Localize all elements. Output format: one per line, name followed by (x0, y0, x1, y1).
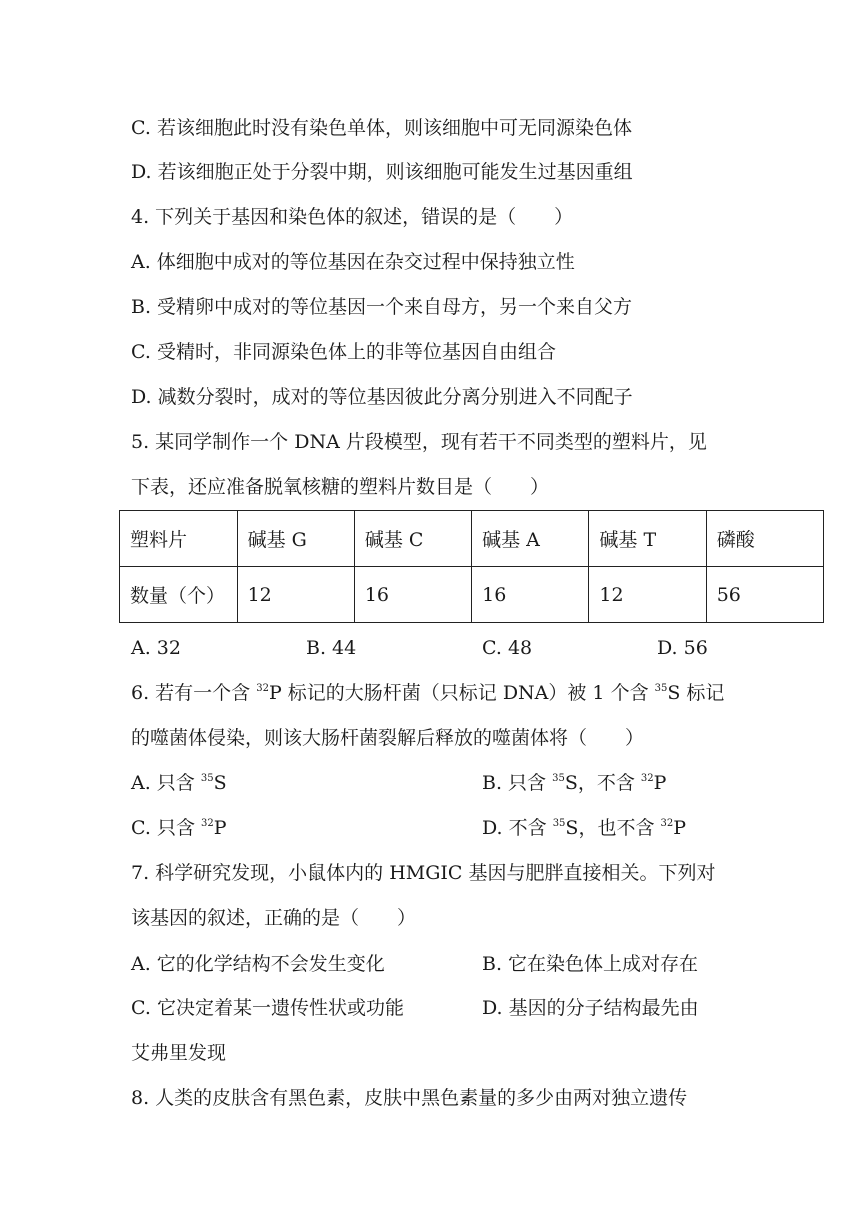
question-4-option-a: A. 体细胞中成对的等位基因在杂交过程中保持独立性 (131, 251, 575, 273)
question-7-option-d-continued: 艾弗里发现 (131, 1042, 227, 1064)
question-4-option-b: B. 受精卵中成对的等位基因一个来自母方，另一个来自父方 (131, 296, 633, 318)
table-header-cell: 碱基 C (354, 511, 471, 567)
table-cell: 16 (354, 567, 471, 623)
question-5-option-b: B. 44 (306, 637, 357, 659)
option-d-text: D. 若该细胞正处于分裂中期，则该细胞可能发生过基因重组 (131, 161, 633, 183)
table-cell: 数量（个） (120, 567, 238, 623)
question-6-stem-line2: 的噬菌体侵染，则该大肠杆菌裂解后释放的噬菌体将（ ） (131, 727, 645, 749)
question-4-stem: 4. 下列关于基因和染色体的叙述，错误的是（ ） (131, 206, 574, 228)
question-5-option-c: C. 48 (482, 637, 533, 659)
question-8-stem-line1: 8. 人类的皮肤含有黑色素，皮肤中黑色素量的多少由两对独立遗传 (131, 1087, 688, 1109)
question-7-option-a: A. 它的化学结构不会发生变化 (131, 953, 385, 975)
table-row (120, 511, 824, 567)
table-header-cell: 塑料片 (120, 511, 238, 567)
table-cell: 12 (589, 567, 706, 623)
question-6-option-c: C. 只含 $^{32}$P (131, 817, 227, 839)
question-4-option-d: D. 减数分裂时，成对的等位基因彼此分离分别进入不同配子 (131, 386, 633, 408)
table-row (120, 567, 824, 623)
table-cell: 16 (472, 567, 589, 623)
question-5-option-d: D. 56 (657, 637, 708, 659)
question-5-stem-line2: 下表，还应准备脱氧核糖的塑料片数目是（ ） (131, 476, 550, 498)
table-header-cell: 碱基 G (237, 511, 354, 567)
question-6-option-b: B. 只含 $^{35}$S，不含 $^{32}$P (482, 772, 667, 794)
table-cell: 12 (237, 567, 354, 623)
table-header-cell: 碱基 A (472, 511, 589, 567)
table-header-cell: 磷酸 (706, 511, 823, 567)
question-5-option-a: A. 32 (131, 637, 181, 659)
table-cell: 56 (706, 567, 823, 623)
question-7-stem-line1: 7. 科学研究发现，小鼠体内的 HMGIC 基因与肥胖直接相关。下列对 (131, 862, 716, 884)
question-4-option-c: C. 受精时，非同源染色体上的非等位基因自由组合 (131, 341, 556, 363)
table-header-cell: 碱基 T (589, 511, 706, 567)
plastic-pieces-table (119, 510, 824, 623)
question-7-option-d: D. 基因的分子结构最先由 (482, 997, 699, 1019)
question-6-option-a: A. 只含 $^{35}$S (131, 772, 227, 794)
question-6-option-d: D. 不含 $^{35}$S，也不含 $^{32}$P (482, 817, 687, 839)
question-7-option-b: B. 它在染色体上成对存在 (482, 953, 699, 975)
question-7-stem-line2: 该基因的叙述，正确的是（ ） (131, 907, 417, 929)
question-6-stem-line1: 6. 若有一个含 $^{32}$P 标记的大肠杆菌（只标记 DNA）被 1 个含 $^{35}$S 标记 (131, 682, 725, 704)
question-7-option-c: C. 它决定着某一遗传性状或功能 (131, 997, 404, 1019)
option-c-text: C. 若该细胞此时没有染色单体，则该细胞中可无同源染色体 (131, 117, 632, 139)
question-5-stem-line1: 5. 某同学制作一个 DNA 片段模型，现有若干不同类型的塑料片，见 (131, 431, 707, 453)
